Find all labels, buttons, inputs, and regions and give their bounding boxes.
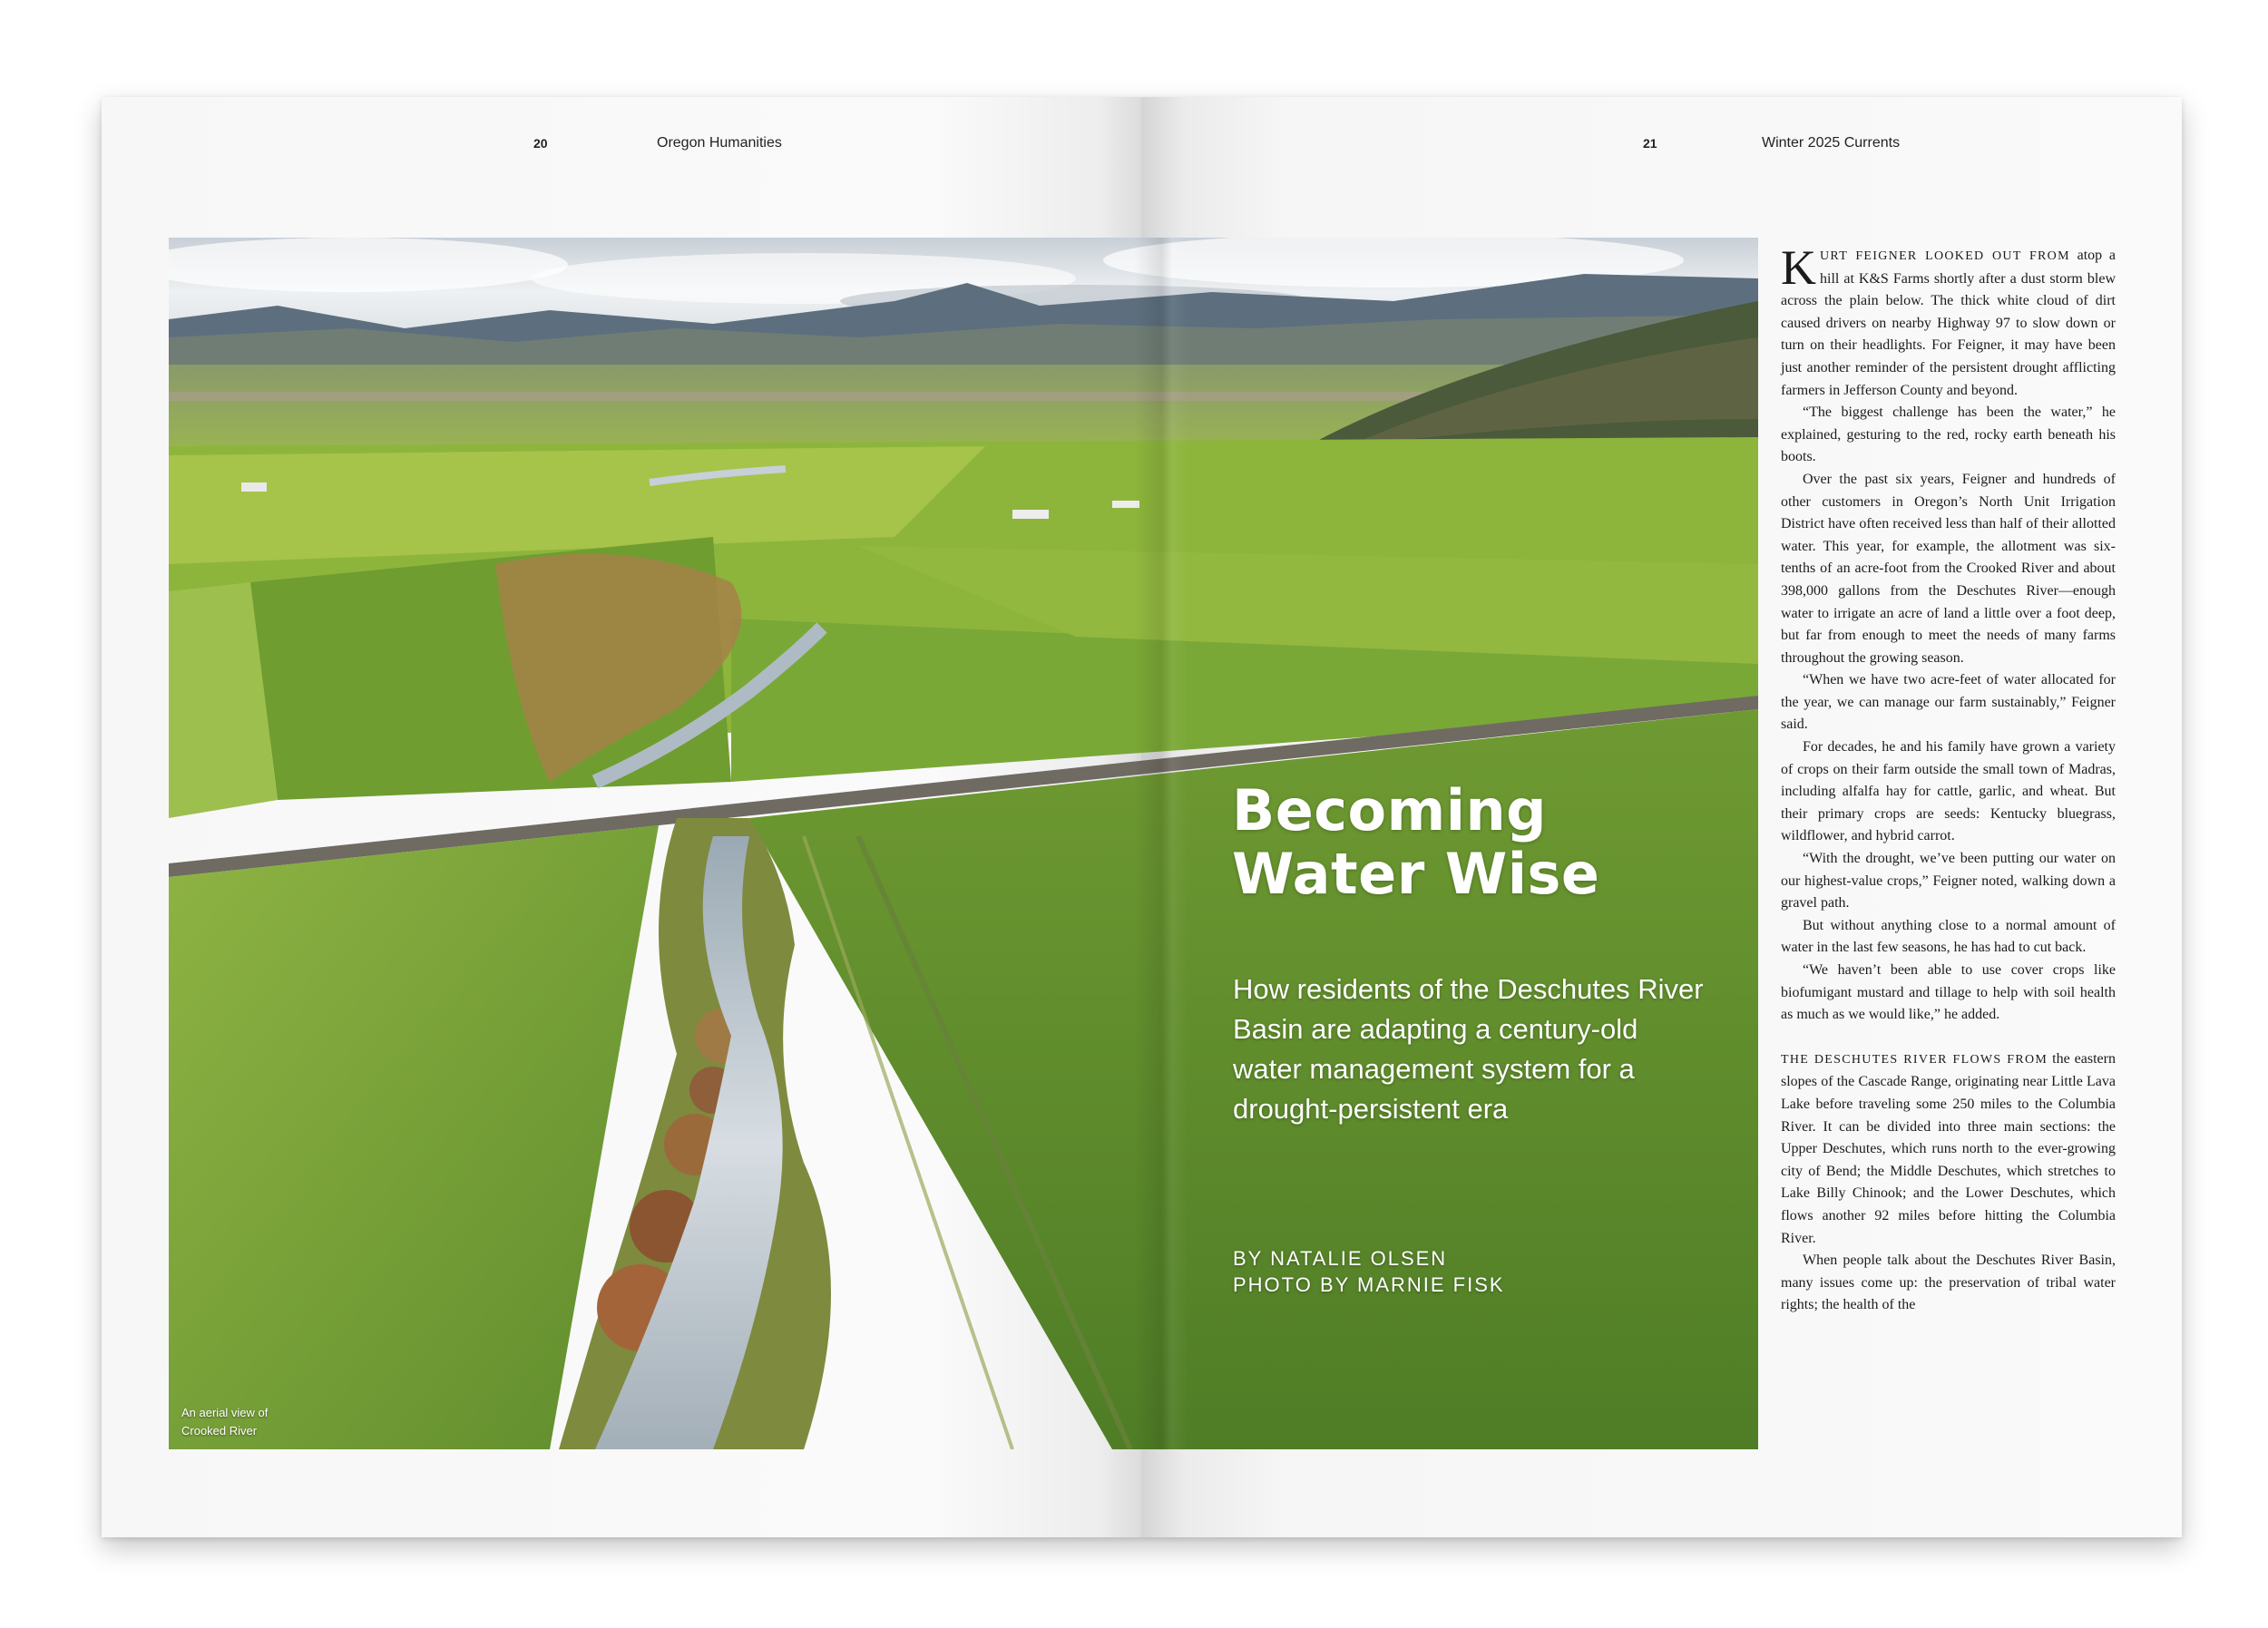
headline-line: Water Wise — [1232, 841, 1600, 907]
section-lead-in: THE DESCHUTES RIVER FLOWS FROM — [1781, 1052, 2048, 1067]
paragraph: “The biggest challenge has been the water,” he explained, gesturing to the red, rocky earth beneath his boots. — [1781, 405, 2116, 465]
caption-line: Crooked River — [181, 1424, 258, 1438]
page-number: 21 — [1643, 136, 1657, 151]
caption-line: An aerial view of — [181, 1406, 269, 1419]
byline: BY NATALIE OLSEN — [1233, 1247, 1448, 1270]
paragraph: When people talk about the Deschutes River Basin, many issues come up: the preservation of tribal water rights; the health of the — [1781, 1253, 2116, 1313]
running-head: Oregon Humanities — [657, 135, 782, 151]
page-number: 20 — [533, 136, 548, 151]
paragraph — [1781, 240, 2116, 402]
lead-in: URT FEIGNER LOOKED OUT FROM — [1820, 249, 2070, 263]
paragraph-text: atop a hill at K&S Farms shortly after a dust storm blew across the plain below. The thick white cloud of dirt caused drivers on nearby Highway 97 to slow down or turn on their headlights. For Feigner, it may have been just another reminder of the persistent drought afflicting farmers in Jefferson County and beyond. — [1781, 248, 2116, 398]
paragraph: Over the past six years, Feigner and hundreds of other customers in Oregon’s North Unit Irrigation District have often received less than half of their allotted water. This year, for example, the allotment was six-tenths of an acre-foot from the Crooked River and about 398,000 gallons from the Deschutes River—enough water to irrigate an acre of land a little over a foot deep, but far from enough to meet the needs of many farms throughout the growing season. — [1781, 471, 2116, 666]
paragraph: “With the drought, we’ve been putting our water on our highest-value crops,” Feigner noted, walking down a gravel path. — [1781, 851, 2116, 911]
drop-cap: K — [1781, 240, 1816, 295]
section-paragraph — [1781, 1048, 2116, 1250]
paragraph: But without anything close to a normal amount of water in the last few seasons, he has had to cut back. — [1781, 917, 2116, 956]
photo-credit: PHOTO BY MARNIE FISK — [1233, 1273, 1505, 1296]
paragraph: “When we have two acre-feet of water allocated for the year, we can manage our farm sustainably,” Feigner said. — [1781, 672, 2116, 733]
gutter-shadow — [1134, 238, 1188, 1449]
paragraph: For decades, he and his family have grown a variety of crops on their farm outside the small town of Madras, including alfalfa hay for cattle, garlic, and wheat. But their primary crops are seeds: Kentucky bluegrass, wildflower, and hybrid carrot. — [1781, 739, 2116, 844]
article-headline — [1232, 779, 1740, 906]
paragraph-text: the eastern slopes of the Cascade Range, originating near Little Lava Lake before traveling some 250 miles to the Columbia River. It can be divided into three main sections: the Upper Deschutes, which runs north to the ever-growing city of Bend; the Middle Deschutes, which stretches to Lake Billy Chinook; and the Lower Deschutes, which flows another 92 miles before hitting the Columbia River. — [1781, 1050, 2116, 1246]
photo-caption — [181, 1404, 327, 1440]
article-body-column — [1781, 240, 2116, 1317]
paragraph: “We haven’t been able to use cover crops like biofumigant mustard and tillage to help with soil health as much as we would like,” he added. — [1781, 962, 2116, 1023]
article-credits — [1233, 1245, 1505, 1298]
running-head: Winter 2025 Currents — [1762, 135, 1901, 151]
article-deck: How residents of the Deschutes River Basin are adapting a century-old water management system for a drought-persistent era — [1233, 973, 1704, 1125]
headline-line: Becoming — [1232, 777, 1548, 843]
magazine-spread — [102, 97, 2182, 1537]
